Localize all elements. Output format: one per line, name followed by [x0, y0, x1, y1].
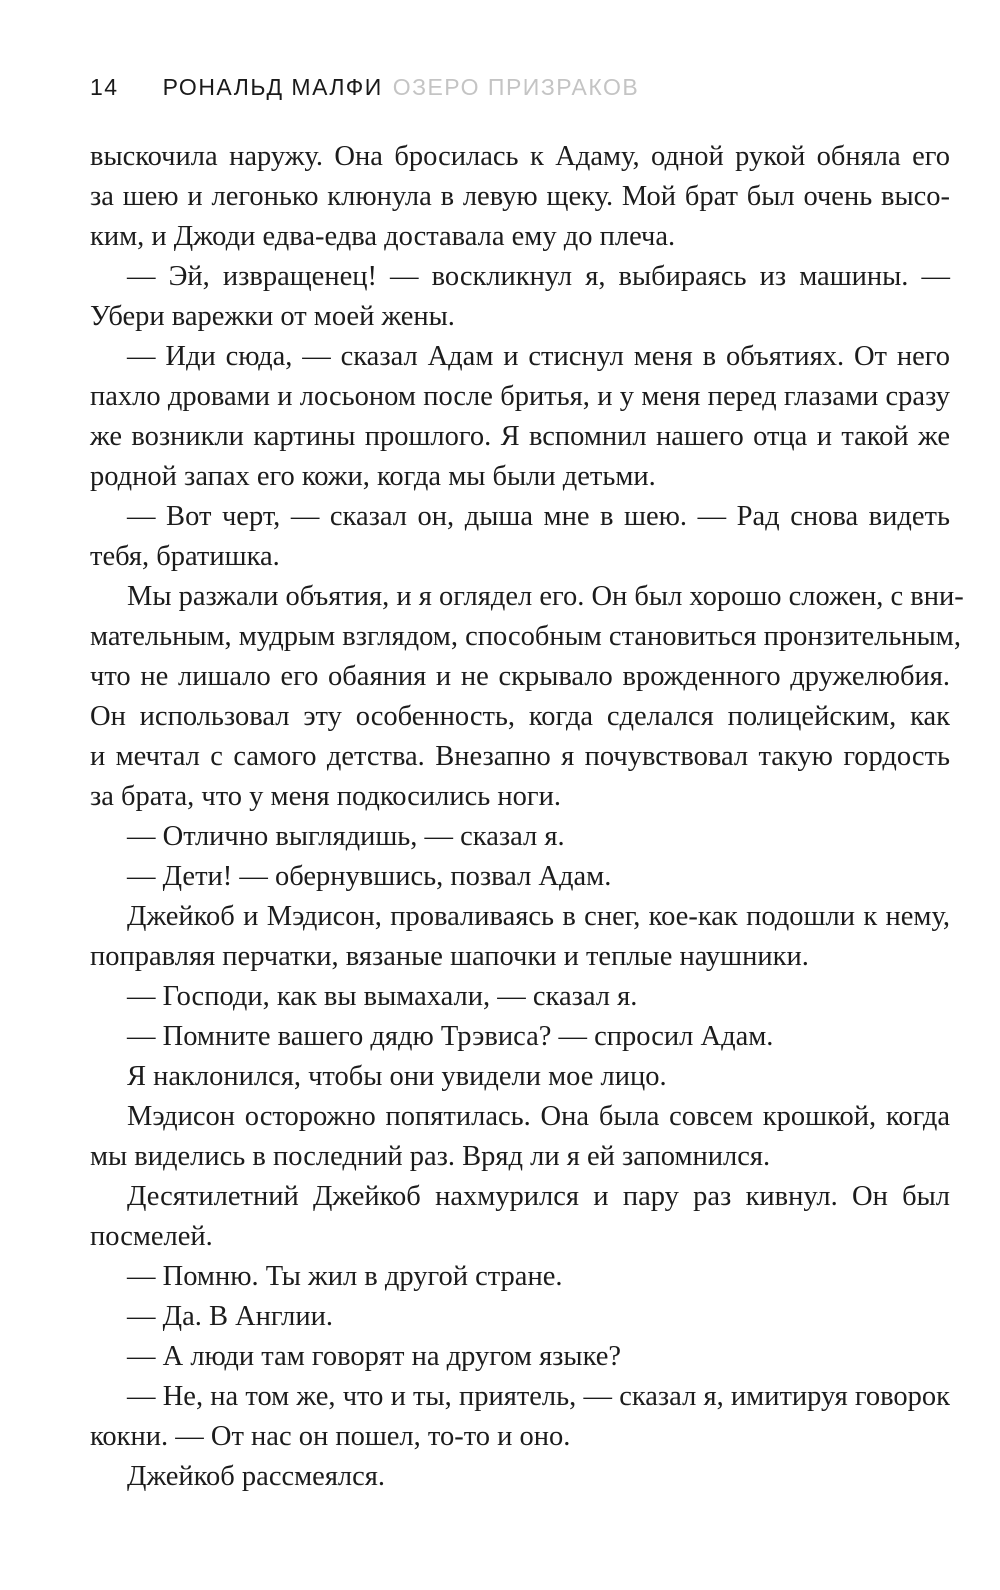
text-line: и мечтал с самого детства. Внезапно я почувствовал такую гордость — [90, 741, 950, 772]
text-line: — Эй, извращенец! — воскликнул я, выбираясь из машины. — — [127, 261, 950, 292]
text-line: же возникли картины прошлого. Я вспомнил нашего отца и такой же — [90, 421, 950, 452]
text-line: что не лишало его обаяния и не скрывало врожденного дружелюбия. — [90, 661, 950, 692]
text-line: мательным, мудрым взглядом, способным становиться пронзительным, — [90, 621, 961, 652]
text-line: Мы разжали объятия, и я оглядел его. Он был хорошо сложен, с вни- — [127, 581, 964, 612]
text-line: посмелей. — [90, 1221, 213, 1252]
author-name: РОНАЛЬД МАЛФИ — [162, 74, 383, 100]
text-line: — А люди там говорят на другом языке? — [127, 1341, 622, 1372]
text-line: за шею и легонько клюнула в левую щеку. Мой брат был очень высо- — [90, 181, 950, 212]
text-line: за брата, что у меня подкосились ноги. — [90, 781, 561, 812]
text-line: — Вот черт, — сказал он, дыша мне в шею. — Рад снова видеть — [127, 501, 950, 532]
text-line: — Дети! — обернувшись, позвал Адам. — [127, 861, 612, 892]
text-line: ким, и Джоди едва-едва доставала ему до плеча. — [90, 221, 676, 252]
text-line: поправляя перчатки, вязаные шапочки и теплые наушники. — [90, 941, 809, 972]
page-number: 14 — [90, 74, 119, 100]
book-title: ОЗЕРО ПРИЗРАКОВ — [392, 74, 640, 100]
text-line: пахло дровами и лосьоном после бритья, и у меня перед глазами сразу — [90, 381, 950, 412]
text-line: родной запах его кожи, когда мы были детьми. — [90, 461, 656, 492]
text-line: — Помните вашего дядю Трэвиса? — спросил Адам. — [127, 1021, 774, 1052]
text-line: тебя, братишка. — [90, 541, 280, 572]
text-line: — Господи, как вы вымахали, — сказал я. — [127, 981, 638, 1012]
text-line: — Иди сюда, — сказал Адам и стиснул меня в объятиях. От него — [127, 341, 950, 372]
text-line: выскочила наружу. Она бросилась к Адаму, одной рукой обняла его — [90, 141, 950, 172]
text-line: — Не, на том же, что и ты, приятель, — сказал я, имитируя говорок — [127, 1381, 950, 1412]
text-line: — Отлично выглядишь, — сказал я. — [127, 821, 565, 852]
text-line: Мэдисон осторожно попятилась. Она была совсем крошкой, когда — [127, 1101, 950, 1132]
body-text — [90, 137, 964, 1497]
text-line: Я наклонился, чтобы они увидели мое лицо. — [127, 1061, 667, 1092]
text-line: Десятилетний Джейкоб нахмурился и пару раз кивнул. Он был — [127, 1181, 950, 1212]
text-line: Он использовал эту особенность, когда сделался полицейским, как — [90, 701, 950, 732]
text-line: Джейкоб и Мэдисон, проваливаясь в снег, кое-как подошли к нему, — [127, 901, 950, 932]
text-line: мы виделись в последний раз. Вряд ли я ей запомнился. — [90, 1141, 771, 1172]
text-line: Джейкоб рассмеялся. — [127, 1461, 386, 1492]
text-line: кокни. — От нас он пошел, то-то и оно. — [90, 1421, 571, 1452]
running-head — [90, 74, 639, 101]
text-line: Убери варежки от моей жены. — [90, 301, 455, 332]
text-line: — Помню. Ты жил в другой стране. — [127, 1261, 563, 1292]
text-line: — Да. В Англии. — [127, 1301, 334, 1332]
